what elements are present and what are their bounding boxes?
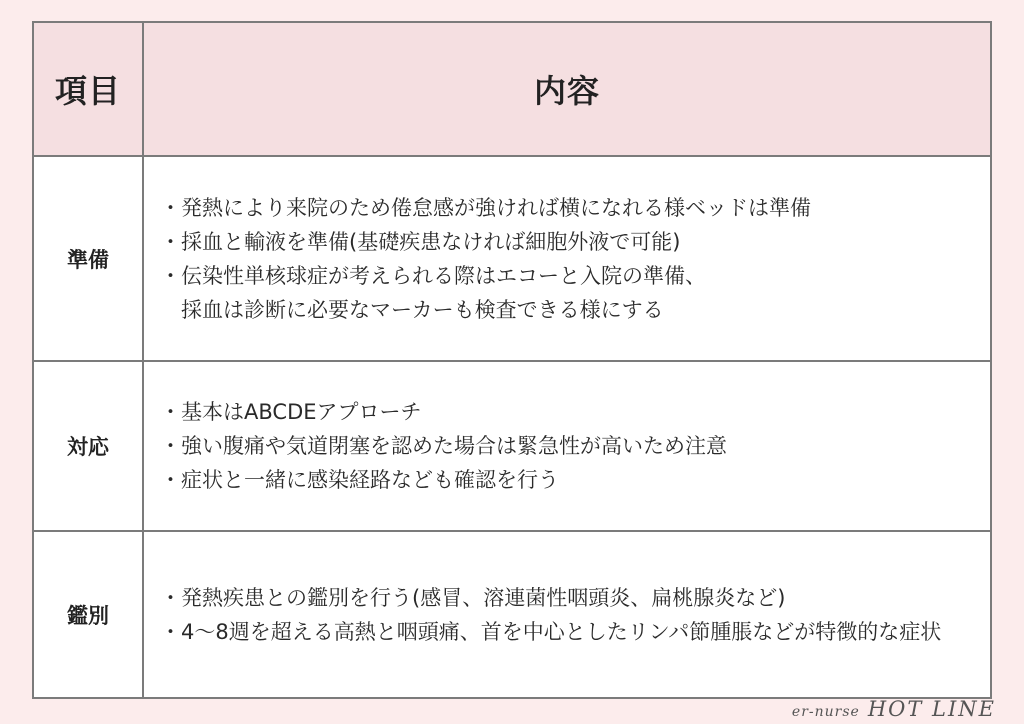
info-table [32,21,992,699]
row-label-differential [34,532,144,697]
content-lines [160,191,811,327]
header-content-label: 内容 [533,72,600,110]
header-item-cell [34,23,144,157]
content-line: ・発熱により来院のため倦怠感が強ければ横になれる様ベッドは準備 [160,195,811,220]
row-label-response [34,362,144,532]
header-content-cell [144,23,990,157]
content-line: ・強い腹痛や気道閉塞を認めた場合は緊急性が高いため注意 [160,434,727,458]
content-lines [160,581,941,649]
brand-watermark [792,697,996,721]
content-line: ・基本はABCDEアプローチ [160,400,422,424]
content-line: 採血は診断に必要なマーカーも検査できる様にする [160,297,664,322]
row-label-text: 鑑別 [67,603,109,628]
content-line: ・伝染性単核球症が考えられる際はエコーと入院の準備、 [160,263,706,288]
content-line: ・症状と一緒に感染経路なども確認を行う [160,468,559,492]
content-lines [160,395,727,497]
content-line: ・4〜8週を超える高熱と咽頭痛、首を中心としたリンパ節腫脹などが特徴的な症状 [160,619,942,644]
watermark-main: HOT LINE [867,697,996,721]
row-content-differential [144,532,990,697]
content-line: ・発熱疾患との鑑別を行う(感冒、溶連菌性咽頭炎、扁桃腺炎など) [160,585,786,610]
header-item-label: 項目 [54,72,121,110]
row-content-preparation [144,157,990,362]
row-label-preparation [34,157,144,362]
row-label-text: 準備 [67,247,109,272]
row-label-text: 対応 [67,435,109,459]
content-line: ・採血と輸液を準備(基礎疾患なければ細胞外液で可能) [160,229,681,254]
watermark-prefix: er-nurse [791,704,860,720]
row-content-response [144,362,990,532]
